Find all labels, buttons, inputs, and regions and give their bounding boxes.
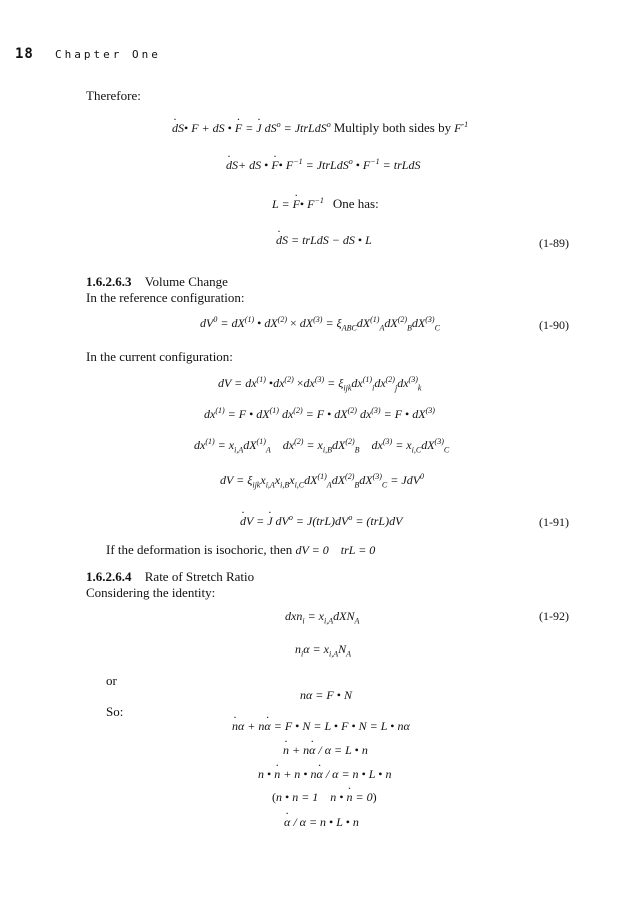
section-heading — [86, 274, 228, 290]
multiply-note: Multiply both sides by — [333, 120, 452, 135]
equation-line: dV = $\xi_{ijk}x_{i,A}x_{i,B}x_{i,C}dX^{(1)}_AdX^{(2)}_BdX^{(3)}_C = JdV^0$ — [220, 472, 425, 490]
equation-line: · dS = trLdS − dS • L — [276, 233, 372, 248]
identity-text: Considering the identity: — [86, 585, 216, 600]
section-number: 1.6.2.6.3 — [86, 274, 132, 289]
equation-number: (1-92) — [539, 609, 569, 623]
equation-number: (1-90) — [539, 318, 569, 332]
section-heading — [86, 569, 254, 585]
equation-line: $dxn_i = x_{i,A}dXN_A$ — [285, 609, 360, 626]
equation-line: · dS• F + dS • · F = · J $dS^o$ = JtrLdS$^o$ Multiply both sides by $F^{-1}$ — [172, 120, 468, 136]
equation-number: (1-91) — [539, 515, 569, 529]
equation-line: (n • n = 1 n • · n = 0) — [272, 790, 377, 805]
equation-line: dV = $dx^{(1)}$ $•dx^{(2)} \times dx^{(3)} = \xi_{ijk}dx^{(1)}_idx^{(2)}_jdx^{(3)}_k$ — [218, 375, 422, 393]
equation-line: · dS+ dS • · F• $F^{-1}$ = JtrLdS$^o$ • $F^{-1}$ = trLdS — [226, 158, 420, 173]
section-number: 1.6.2.6.4 — [86, 569, 132, 584]
equation-line: · dV = · J $dV^o = J(trL)dV^o = (trL)dV$ — [240, 514, 402, 529]
one-has-text: One has: — [332, 196, 379, 211]
so-text: So: — [106, 704, 124, 719]
isochoric-label: If the deformation is isochoric, then — [106, 542, 293, 557]
cur-config-text: In the current configuration: — [86, 349, 233, 364]
ref-config-text: In the reference configuration: — [86, 290, 245, 305]
equation-line: · nα + n· α = F • N = L • F • N = L • nα — [232, 719, 410, 734]
isochoric-text: If the deformation is isochoric, then dV = 0 trL = 0 — [106, 542, 376, 557]
equation-line: $n_i\alpha = x_{i,A}N_A$ — [295, 642, 351, 659]
equation-line: L = · F• $F^{-1}$ One has: — [272, 196, 379, 212]
chapter-title: Chapter One — [55, 48, 161, 61]
or-text: or — [106, 673, 117, 688]
equation-line: · α / α = n • L • n — [284, 815, 359, 830]
section-title: Volume Change — [144, 274, 228, 289]
equation-line: nα = F • N — [300, 688, 352, 702]
equation-line: $dx^{(1)} = x_{i,A}dX^{(1)}_A$ $dx^{(2)} = x_{i,B}dX^{(2)}_B$ $dx^{(3)} = x_{i,C}dX^{(3)}_C$ — [194, 437, 450, 455]
equation-line: $dV^0 = dX^{(1)}$ • $dX^{(2)} \times dX^{(3)} = \xi_{ABC}dX^{(1)}_AdX^{(2)}_BdX^{(3)}_C$ — [200, 315, 440, 333]
equation-line: n • · n + n • n· α / α = n • L • n — [258, 767, 391, 782]
section-title: Rate of Stretch Ratio — [144, 569, 255, 584]
equation-line: $dx^{(1)} = F$ • $dX^{(1)}$ $dx^{(2)} = F$ • $dX^{(2)}$ $dx^{(3)} = F$ • $dX^{(3)}$ — [204, 406, 435, 421]
equation-line: · n + n· α / α = L • n — [283, 743, 368, 758]
page-number: 18 — [15, 46, 34, 62]
therefore-text: Therefore: — [86, 88, 141, 103]
equation-number: (1-89) — [539, 236, 569, 250]
